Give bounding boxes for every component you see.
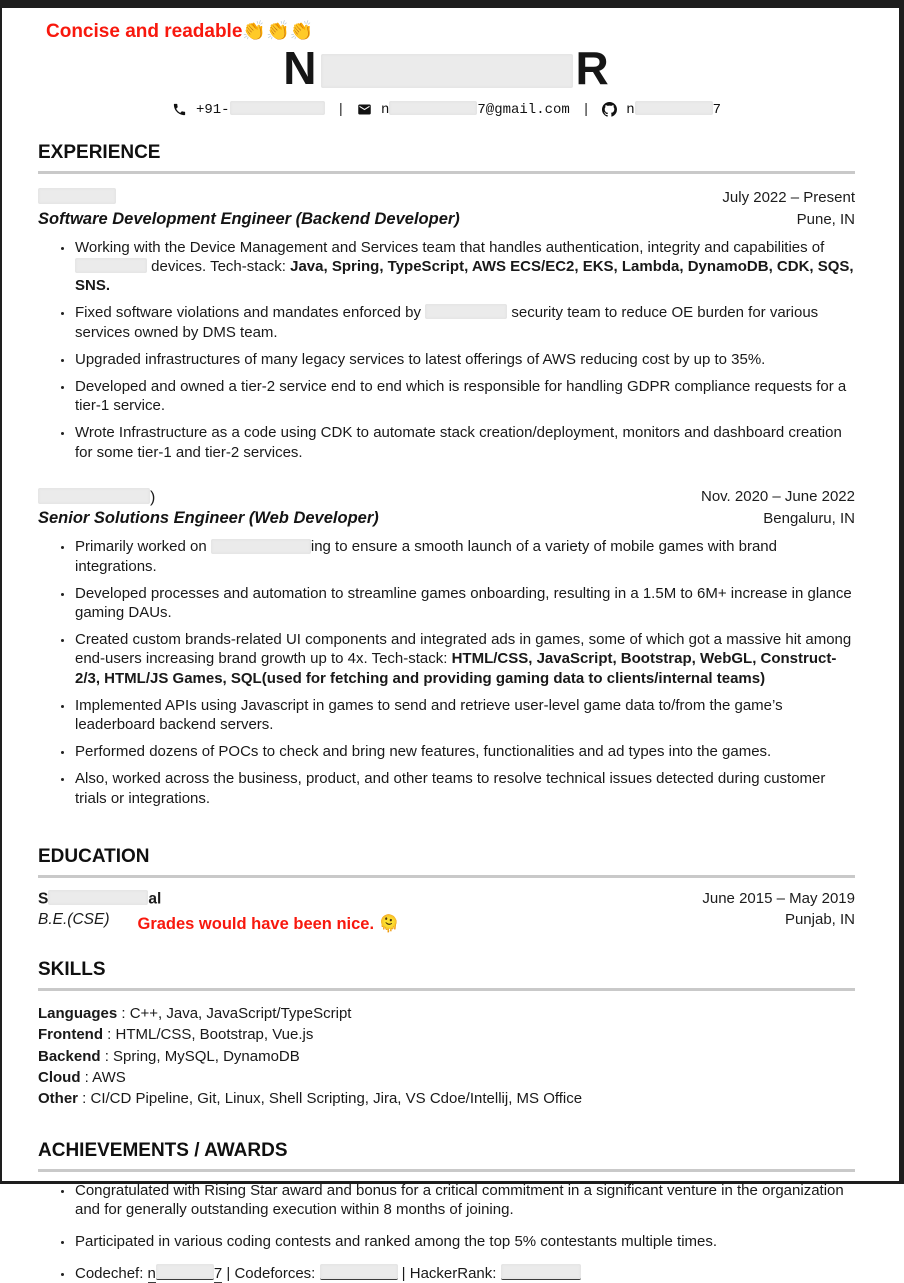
text-segment: Upgraded infrastructures of many legacy services to latest offerings of AWS reducing cost by up to 35%.: [75, 350, 766, 368]
email-address[interactable]: [381, 101, 570, 118]
bullet-item: [74, 1232, 855, 1251]
bullet-item: [74, 303, 855, 341]
education-location: Punjab, IN: [784, 911, 855, 929]
company-name: [38, 188, 116, 207]
section-rule: [38, 988, 855, 991]
redaction-box: [635, 101, 713, 115]
redaction-box: [38, 188, 116, 204]
education-header: [38, 890, 855, 908]
annotation-top-comment: Concise and readable👏👏👏: [46, 21, 314, 42]
section-skills: [38, 959, 855, 1109]
bullet-item: [74, 350, 855, 369]
separator: |: [336, 101, 345, 118]
text-segment: al: [148, 890, 162, 908]
bullet-item: [74, 1264, 855, 1283]
job-bullet-list: [38, 238, 855, 462]
github-icon: [602, 102, 617, 117]
text-segment: Cloud: [38, 1068, 81, 1086]
text-segment: Developed processes and automation to streamline games onboarding, resulting in a 1.5M to 6M+ increase in glance gaming DAUs.: [75, 584, 852, 622]
skill-row: [38, 1024, 855, 1045]
contact-line: [38, 101, 855, 118]
text-segment: Wrote Infrastructure as a code using CDK to automate stack creation/deployment, monitors and dashboard creation for some tier-1 and tier-2 services.: [75, 424, 842, 461]
bullet-item: [74, 630, 855, 688]
email-icon: [357, 102, 372, 117]
link-text[interactable]: 7: [213, 1265, 223, 1283]
section-title-experience: EXPERIENCE: [38, 142, 161, 164]
text-segment: ing to ensure a smooth launch of a variety of mobile games with brand integrations.: [75, 538, 777, 575]
redaction-box[interactable]: [501, 1264, 581, 1280]
text-segment: | Codeforces:: [222, 1265, 320, 1283]
job-title: Software Development Engineer (Backend Developer): [38, 209, 460, 228]
text-segment: : CI/CD Pipeline, Git, Linux, Shell Scripting, Jira, VS Cdoe/Intellij, MS Office: [78, 1090, 583, 1108]
bullet-item: [74, 696, 855, 734]
redaction-box[interactable]: [320, 1264, 398, 1280]
job-date-range: July 2022 – Present: [722, 188, 855, 206]
text-segment: 7@gmail.com: [477, 102, 570, 119]
bullet-item: [74, 238, 855, 296]
phone-icon: [172, 102, 187, 117]
separator: |: [581, 101, 591, 118]
section-rule: [38, 1169, 855, 1172]
job-header: [38, 488, 855, 507]
section-education: [38, 845, 855, 934]
redaction-box: [48, 890, 148, 906]
bullet-item: [74, 584, 855, 622]
text-segment: : Spring, MySQL, DynamoDB: [100, 1047, 300, 1065]
skills-list: [38, 1003, 855, 1109]
text-segment: Created custom brands-related UI components and integrated ads in games, some of which got a massive hit among end-users increasing brand growth up to 4x. Tech-stack:: [75, 631, 852, 668]
job-header: [38, 210, 855, 229]
text-segment: devices. Tech-stack:: [147, 258, 291, 275]
bullet-item: [74, 537, 855, 575]
text-segment: n: [626, 102, 635, 119]
text-segment: Congratulated with Rising Star award and bonus for a critical commitment in a significant venture in the organization and for generally outstanding execution within 8 months of joining.: [75, 1181, 844, 1218]
job-date-range: Nov. 2020 – June 2022: [700, 488, 855, 506]
text-segment: | HackerRank:: [397, 1265, 501, 1283]
job-bullet-list: [38, 537, 855, 807]
section-title-education: EDUCATION: [38, 845, 150, 867]
school-name: [38, 890, 161, 908]
text-segment: S: [38, 890, 49, 908]
skill-row: [38, 1046, 855, 1067]
section-rule: [38, 171, 855, 174]
redaction-box: [211, 539, 311, 554]
job-header: [38, 509, 855, 528]
text-segment: Backend: [38, 1047, 101, 1065]
skill-row: [38, 1003, 855, 1024]
bullet-item: [74, 742, 855, 761]
bullet-item: [74, 423, 855, 461]
text-segment: n: [380, 102, 390, 119]
redaction-box: [321, 54, 573, 88]
candidate-name: [38, 42, 855, 94]
bullet-item: [74, 1181, 855, 1219]
text-segment: security team to reduce OE burden for various services owned by DMS team.: [75, 304, 819, 341]
text-segment: +91-: [195, 102, 230, 119]
section-title-achievements: ACHIEVEMENTS / AWARDS: [38, 1139, 288, 1161]
text-segment: Working with the Device Management and Services team that handles authentication, integrity and capabilities of: [75, 238, 825, 256]
text-segment: Java, Spring, TypeScript, AWS ECS/EC2, EKS, Lambda, DynamoDB, CDK, SQS, SNS.: [75, 258, 854, 295]
text-segment: Codechef:: [75, 1265, 148, 1283]
github-handle[interactable]: [626, 101, 721, 118]
skill-row: [38, 1088, 855, 1109]
bullet-item: [74, 377, 855, 415]
section-rule: [38, 875, 855, 878]
education-header: [38, 910, 855, 934]
text-segment: Implemented APIs using Javascript in games to send and retrieve user-level game data to/from the game’s leaderboard backend servers.: [75, 696, 783, 733]
redaction-box: [425, 304, 507, 319]
text-segment: : HTML/CSS, Bootstrap, Vue.js: [103, 1026, 314, 1044]
job-location: Pune, IN: [796, 210, 855, 228]
text-segment: Primarily worked on: [75, 538, 211, 556]
text-segment: N: [283, 42, 318, 94]
redaction-box: [230, 101, 325, 115]
job-header: [38, 188, 855, 207]
text-segment: Other: [38, 1090, 79, 1108]
text-segment: Also, worked across the business, product, and other teams to resolve technical issues detected during customer trials or integrations.: [75, 770, 826, 807]
job-location: Bengaluru, IN: [763, 510, 855, 528]
redaction-box: [389, 101, 477, 115]
text-segment: Languages: [38, 1005, 118, 1023]
text-segment: Participated in various coding contests and ranked among the top 5% contestants multiple times.: [75, 1232, 718, 1250]
skill-row: [38, 1067, 855, 1088]
job-title: Senior Solutions Engineer (Web Developer): [38, 509, 379, 528]
text-segment: : AWS: [80, 1068, 126, 1086]
redaction-box[interactable]: [156, 1264, 214, 1280]
company-name: [38, 488, 155, 507]
annotation-education-comment: Grades would have been nice. 🫠: [137, 915, 400, 934]
degree: [38, 910, 400, 934]
text-segment: Developed and owned a tier-2 service end to end which is responsible for handling GDPR compliance requests for a tier-1 service.: [75, 377, 847, 415]
section-experience: [38, 142, 855, 808]
section-title-skills: SKILLS: [38, 959, 106, 981]
text-segment: : C++, Java, JavaScript/TypeScript: [117, 1005, 352, 1023]
phone-number: [196, 101, 325, 118]
bullet-item: [74, 769, 855, 807]
text-segment: 7: [712, 102, 722, 119]
text-segment: Fixed software violations and mandates enforced by: [75, 304, 426, 322]
text-segment: Frontend: [38, 1026, 103, 1044]
text-segment: Performed dozens of POCs to check and bring new features, functionalities and ad types into the games.: [75, 743, 772, 761]
achievements-bullet-list: [38, 1181, 855, 1283]
section-achievements: [38, 1140, 855, 1283]
text-segment: HTML/CSS, JavaScript, Bootstrap, WebGL, Construct-2/3, HTML/JS Games, SQL(used for fetching and providing gaming data to clients/internal teams): [75, 650, 837, 687]
redaction-box: [38, 488, 150, 504]
text-segment: R: [575, 42, 610, 94]
text-segment: ): [150, 488, 156, 506]
education-date-range: June 2015 – May 2019: [702, 890, 855, 908]
redaction-box: [75, 258, 147, 273]
link-text[interactable]: n: [147, 1265, 156, 1283]
degree-text: B.E.(CSE): [38, 911, 110, 929]
